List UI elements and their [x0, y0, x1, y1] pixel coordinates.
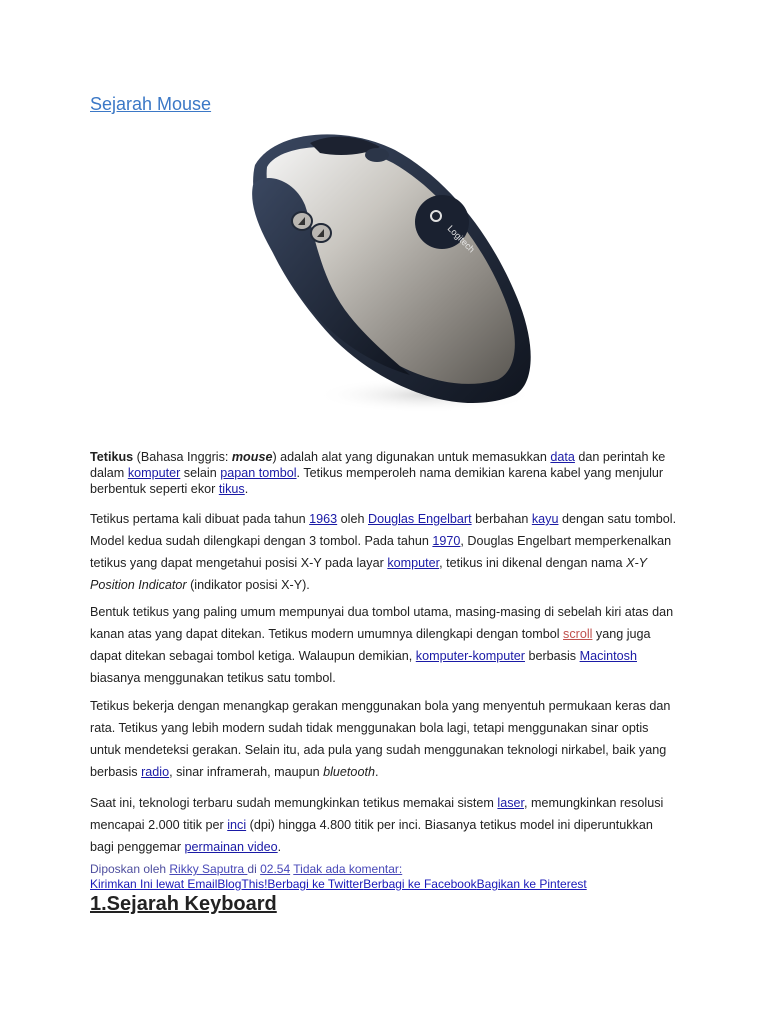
paragraph-1 — [90, 449, 680, 497]
paragraph-4 — [90, 695, 680, 783]
text-run: Bentuk tetikus yang paling umum mempunyai dua tombol utama, masing-masing di sebelah kiri atas dan kanan atas yang dapat ditekan. Tetikus modern umumnya dilengkapi dengan tombol — [90, 605, 674, 641]
timestamp-link[interactable]: 02.54 — [260, 862, 291, 876]
link-permainan-video[interactable]: permainan video — [184, 840, 278, 854]
text-run: . Tetikus memperoleh nama demikian karena kabel yang menjulur berbentuk seperti ekor — [90, 466, 664, 496]
text-run: oleh — [337, 512, 368, 526]
post-title-mouse — [90, 94, 211, 115]
text-run: Tetikus bekerja dengan menangkap gerakan menggunakan bola yang menyentuh permukaan keras dan rata. Tetikus yang lebih modern sudah tidak menggunakan bola lagi, tetapi menggunakan sinar optis untuk mendeteksi gerakan. Selain itu, ada pula yang sudah menggunakan teknologi nirkabel, baik yang berbasis — [90, 699, 671, 779]
link-tikus[interactable]: tikus — [218, 482, 245, 496]
paragraph-3 — [90, 601, 680, 689]
text-run: (indikator posisi X-Y). — [186, 578, 310, 592]
at-label: di — [247, 862, 261, 876]
paragraph-5 — [90, 792, 680, 858]
link-1963[interactable]: 1963 — [309, 512, 338, 526]
link-radio[interactable]: radio — [141, 765, 170, 779]
post-title-keyboard[interactable]: 1.Sejarah Keyboard — [90, 893, 277, 915]
post-title-link[interactable]: Sejarah Mouse — [90, 94, 212, 114]
link-komputer-komputer[interactable]: komputer-komputer — [415, 649, 525, 663]
text-run: , sinar inframerah, maupun — [169, 765, 324, 779]
text-run: ) adalah alat yang digunakan untuk memasukkan — [272, 450, 551, 464]
link-kayu[interactable]: kayu — [531, 512, 559, 526]
link-papan-tombol[interactable]: papan tombol — [220, 466, 297, 480]
text-run: biasanya menggunakan tetikus satu tombol. — [90, 671, 336, 685]
link-data[interactable]: data — [550, 450, 575, 464]
text-run: dengan satu tombol. Model kedua sudah dilengkapi dengan 3 tombol. Pada tahun — [90, 512, 677, 548]
term-xy-position-indicator: X-Y Position Indicator — [90, 556, 647, 592]
share-facebook-link[interactable]: Berbagi ke Facebook — [363, 877, 477, 891]
link-scroll[interactable]: scroll — [563, 627, 593, 641]
paragraph-2 — [90, 508, 680, 596]
logitech-logo-text: Logitech — [445, 223, 477, 255]
text-run: , Douglas Engelbart memperkenalkan tetikus yang dapat mengetahui posisi X-Y pada layar — [90, 534, 672, 570]
link-laser[interactable]: laser — [497, 796, 525, 810]
text-run: Tetikus pertama kali dibuat pada tahun — [90, 512, 310, 526]
text-run: , memungkinkan resolusi mencapai 2.000 titik per — [90, 796, 664, 832]
text-run: (Bahasa Inggris: — [133, 450, 232, 464]
text-run: berbahan — [471, 512, 532, 526]
share-email-link[interactable]: Kirimkan Ini lewat Email — [90, 877, 218, 891]
link-komputer[interactable]: komputer — [127, 466, 181, 480]
link-1970[interactable]: 1970 — [432, 534, 461, 548]
text-run: Saat ini, teknologi terbaru sudah memungkinkan tetikus memakai sistem — [90, 796, 498, 810]
share-blogthis-link[interactable]: BlogThis! — [217, 877, 268, 891]
post-footer — [90, 862, 402, 876]
link-komputer-2[interactable]: komputer — [387, 556, 440, 570]
mouse-image — [235, 125, 545, 415]
term-tetikus: Tetikus — [90, 450, 134, 464]
share-twitter-link[interactable]: Berbagi ke Twitter — [267, 877, 364, 891]
link-macintosh[interactable]: Macintosh — [579, 649, 637, 663]
term-bluetooth: bluetooth — [323, 765, 375, 779]
text-run: . — [244, 482, 249, 496]
link-inci[interactable]: inci — [227, 818, 247, 832]
share-pinterest-link[interactable]: Bagikan ke Pinterest — [476, 877, 587, 891]
share-links — [90, 877, 587, 891]
text-run: berbasis — [524, 649, 580, 663]
posted-by-label: Diposkan oleh — [90, 862, 170, 876]
text-run: yang juga dapat ditekan sebagai tombol ketiga. Walaupun demikian, — [90, 627, 651, 663]
text-run: selain — [180, 466, 221, 480]
text-run: , tetikus ini dikenal dengan nama — [439, 556, 627, 570]
text-run: (dpi) hingga 4.800 titik per inci. Biasanya tetikus model ini diperuntukkan bagi penggemar — [90, 818, 653, 854]
link-douglas-engelbart[interactable]: Douglas Engelbart — [367, 512, 472, 526]
author-link[interactable]: Rikky Saputra — [169, 862, 248, 876]
term-mouse: mouse — [231, 450, 273, 464]
text-run: . — [277, 840, 282, 854]
text-run: dan perintah ke dalam — [90, 450, 666, 480]
text-run: . — [374, 765, 379, 779]
comments-link[interactable]: Tidak ada komentar: — [293, 862, 403, 876]
